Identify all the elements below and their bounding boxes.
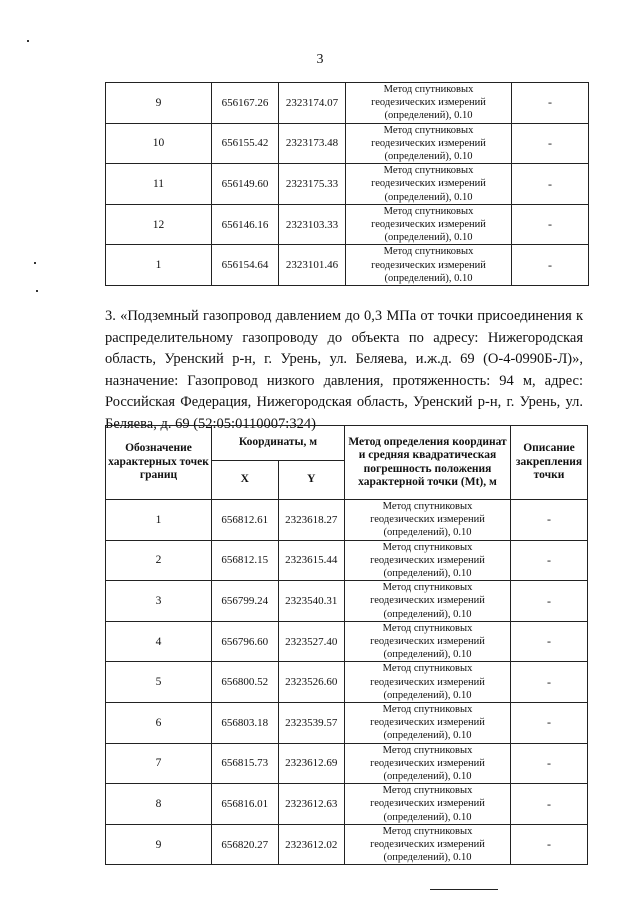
- coord-x: 656812.15: [212, 540, 279, 581]
- fixation-description: -: [511, 703, 588, 744]
- header-method: Метод определения координат и средняя квадратическая погрешность положения характерной точки (Мt), м: [345, 426, 511, 500]
- fixation-description: -: [512, 204, 589, 245]
- coord-y: 2323103.33: [279, 204, 346, 245]
- method-line: Метод спутниковых: [382, 622, 473, 634]
- method-line: геодезических измерений: [370, 839, 485, 851]
- object-description-paragraph: 3. «Подземный газопровод давлением до 0,3 МПа от точки присоединения к распределительному газопроводу до объекта по адресу: Нижегородская область, Уренский р-н, г. Урень, ул. Беляева, и.ж.д. 69 (О-4-0990Б-Л)», назначение: Газопровод низкого давления, протяженность: 94 м, адрес: Российская Федерация, Нижегородская область, Уренский р-н, г. Урень, ул. Беляева, д. 69 (52:05:0110007:324): [105, 308, 583, 432]
- method-cell: [346, 83, 512, 124]
- method-cell: [345, 743, 511, 784]
- method-line: Метод спутниковых: [382, 663, 473, 675]
- point-number: 3: [106, 581, 212, 622]
- fixation-description: -: [511, 581, 588, 622]
- method-line: геодезических измерений: [370, 636, 485, 648]
- coord-y: 2323101.46: [279, 245, 346, 286]
- method-line: (определений), 0.10: [383, 608, 472, 620]
- method-cell: [345, 621, 511, 662]
- method-cell: [346, 204, 512, 245]
- header-y: Y: [278, 461, 345, 500]
- point-number: 9: [106, 83, 212, 124]
- method-line: (определений), 0.10: [384, 232, 473, 244]
- scan-speck: [34, 262, 36, 264]
- table-header-row: [106, 426, 588, 461]
- table-row: [106, 500, 588, 541]
- method-line: Метод спутниковых: [382, 582, 473, 594]
- method-line: геодезических измерений: [370, 676, 485, 688]
- method-line: геодезических измерений: [370, 554, 485, 566]
- fixation-description: -: [512, 83, 589, 124]
- method-line: Метод спутниковых: [383, 84, 474, 95]
- table-row: [106, 703, 588, 744]
- coord-y: 2323527.40: [278, 621, 345, 662]
- method-cell: [345, 581, 511, 622]
- method-cell: [346, 164, 512, 205]
- point-number: 2: [106, 540, 212, 581]
- table-row: [106, 824, 588, 865]
- coord-x: 656796.60: [212, 621, 279, 662]
- point-number: 12: [106, 204, 212, 245]
- method-line: (определений), 0.10: [383, 852, 472, 864]
- coord-x: 656146.16: [212, 204, 279, 245]
- fixation-description: -: [511, 540, 588, 581]
- method-line: (определений), 0.10: [384, 151, 473, 163]
- point-number: 9: [106, 824, 212, 865]
- coord-x: 656155.42: [212, 123, 279, 164]
- method-line: (определений), 0.10: [383, 649, 472, 661]
- table-row: [106, 540, 588, 581]
- method-cell: [345, 784, 511, 825]
- point-number: 1: [106, 500, 212, 541]
- point-number: 10: [106, 123, 212, 164]
- point-number: 6: [106, 703, 212, 744]
- method-line: (определений), 0.10: [383, 568, 472, 580]
- method-line: (определений), 0.10: [383, 689, 472, 701]
- method-line: геодезических измерений: [371, 178, 486, 190]
- coord-y: 2323615.44: [278, 540, 345, 581]
- point-number: 5: [106, 662, 212, 703]
- method-line: геодезических измерений: [371, 219, 486, 231]
- table-row: [106, 581, 588, 622]
- fixation-description: -: [511, 784, 588, 825]
- method-line: (определений), 0.10: [383, 771, 472, 783]
- method-cell: [345, 824, 511, 865]
- point-number: 8: [106, 784, 212, 825]
- coord-x: 656800.52: [212, 662, 279, 703]
- point-number: 1: [106, 245, 212, 286]
- coord-y: 2323540.31: [278, 581, 345, 622]
- method-line: Метод спутниковых: [383, 124, 474, 136]
- method-line: геодезических измерений: [370, 595, 485, 607]
- coord-y: 2323174.07: [279, 83, 346, 124]
- coord-x: 656820.27: [212, 824, 279, 865]
- fixation-description: -: [511, 500, 588, 541]
- fixation-description: -: [512, 245, 589, 286]
- method-cell: [346, 123, 512, 164]
- fixation-description: -: [512, 164, 589, 205]
- table-row: [106, 245, 589, 286]
- coordinates-table-continued: [105, 82, 589, 286]
- fixation-description: -: [511, 621, 588, 662]
- coord-x: 656803.18: [212, 703, 279, 744]
- header-x: X: [212, 461, 279, 500]
- table-row: [106, 743, 588, 784]
- method-line: (определений), 0.10: [383, 527, 472, 539]
- fixation-description: -: [511, 743, 588, 784]
- fixation-description: -: [511, 662, 588, 703]
- table-row: [106, 204, 589, 245]
- method-line: Метод спутниковых: [382, 825, 473, 837]
- method-line: геодезических измерений: [370, 514, 485, 526]
- table-row: [106, 784, 588, 825]
- method-line: Метод спутниковых: [383, 205, 474, 217]
- method-line: Метод спутниковых: [382, 704, 473, 716]
- method-line: геодезических измерений: [370, 757, 485, 769]
- scan-speck: [36, 290, 38, 292]
- coord-x: 656815.73: [212, 743, 279, 784]
- coord-y: 2323612.63: [278, 784, 345, 825]
- method-line: геодезических измерений: [371, 137, 486, 149]
- point-number: 4: [106, 621, 212, 662]
- table-row: [106, 164, 589, 205]
- coord-y: 2323612.69: [278, 743, 345, 784]
- method-line: геодезических измерений: [371, 97, 486, 109]
- header-designation: Обозначение характерных точек границ: [106, 426, 212, 500]
- method-line: (определений), 0.10: [384, 272, 473, 284]
- method-line: (определений), 0.10: [384, 110, 473, 122]
- coord-x: 656799.24: [212, 581, 279, 622]
- coord-y: 2323526.60: [278, 662, 345, 703]
- coord-y: 2323539.57: [278, 703, 345, 744]
- method-line: (определений), 0.10: [383, 811, 472, 823]
- method-line: Метод спутниковых: [383, 246, 474, 258]
- fixation-description: -: [511, 824, 588, 865]
- scan-speck: [27, 40, 29, 42]
- method-line: Метод спутниковых: [382, 501, 473, 512]
- table-row: [106, 123, 589, 164]
- fixation-description: -: [512, 123, 589, 164]
- method-cell: [345, 500, 511, 541]
- method-line: геодезических измерений: [370, 717, 485, 729]
- table-row: [106, 621, 588, 662]
- coord-x: 656167.26: [212, 83, 279, 124]
- method-cell: [346, 245, 512, 286]
- coord-x: 656816.01: [212, 784, 279, 825]
- header-coordinates: Координаты, м: [212, 426, 345, 461]
- point-number: 11: [106, 164, 212, 205]
- table-row: [106, 83, 589, 124]
- method-line: геодезических измерений: [371, 259, 486, 271]
- coord-x: 656812.61: [212, 500, 279, 541]
- method-line: (определений), 0.10: [384, 191, 473, 203]
- point-number: 7: [106, 743, 212, 784]
- coord-y: 2323173.48: [279, 123, 346, 164]
- method-line: геодезических измерений: [370, 798, 485, 810]
- method-cell: [345, 662, 511, 703]
- method-line: Метод спутниковых: [383, 165, 474, 177]
- coord-y: 2323175.33: [279, 164, 346, 205]
- footer-rule: [430, 889, 498, 890]
- coord-y: 2323612.02: [278, 824, 345, 865]
- method-line: Метод спутниковых: [382, 785, 473, 797]
- coordinates-table: [105, 425, 588, 865]
- method-cell: [345, 703, 511, 744]
- method-line: (определений), 0.10: [383, 730, 472, 742]
- coord-x: 656154.64: [212, 245, 279, 286]
- coord-y: 2323618.27: [278, 500, 345, 541]
- method-line: Метод спутниковых: [382, 541, 473, 553]
- coord-x: 656149.60: [212, 164, 279, 205]
- method-cell: [345, 540, 511, 581]
- page-number: 3: [316, 52, 324, 67]
- header-description: Описание закрепления точки: [511, 426, 588, 500]
- method-line: Метод спутниковых: [382, 744, 473, 756]
- table-row: [106, 662, 588, 703]
